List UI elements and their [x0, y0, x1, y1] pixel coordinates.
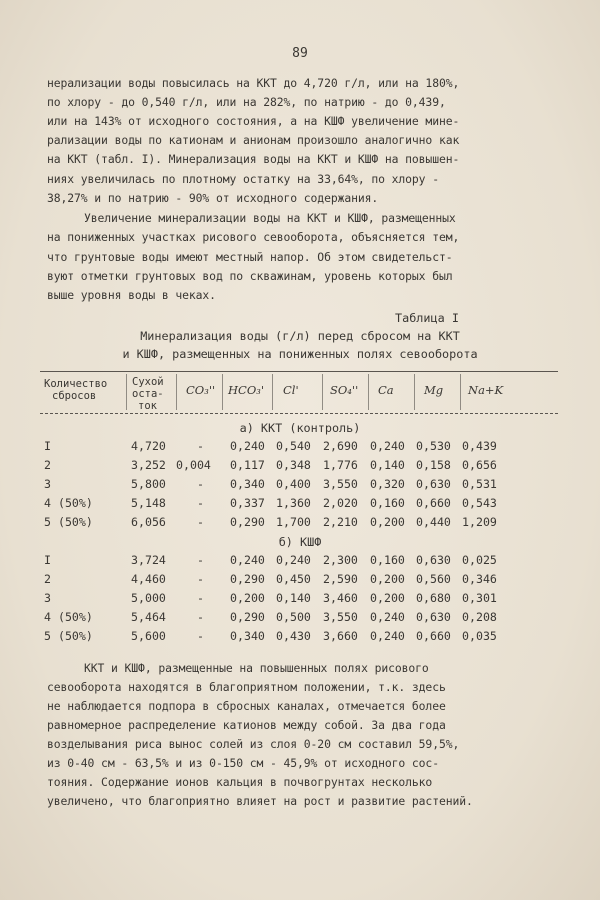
table-cell: 0,346 — [462, 572, 497, 586]
header-col1-line2: сбросов — [52, 390, 97, 402]
paragraph-line: что грунтовые воды имеют местный напор. Об этом свидетельст- — [47, 249, 453, 264]
table-cell: 0,400 — [276, 477, 311, 491]
header-hco3: HCO₃' — [228, 383, 265, 397]
table-cell: 3,252 — [131, 458, 166, 472]
header-ca: Ca — [378, 383, 394, 397]
table-cell: 0,680 — [416, 591, 451, 605]
paragraph-line: из 0-40 см - 63,5% и из 0-150 см - 45,9% от исходного сос- — [47, 756, 439, 770]
table-cell: - — [197, 496, 204, 510]
table-caption-line-1: Минерализация воды (г/л) перед сбросом на ККТ — [140, 329, 460, 343]
paragraph-line: вуют отметки грунтовых вод по скважинам, уровень которых был — [47, 268, 453, 283]
table-cell: 0,290 — [230, 610, 265, 624]
table-cell: 1,209 — [462, 515, 497, 529]
header-col2-line2: остa- — [132, 388, 164, 400]
table-cell: - — [197, 591, 204, 605]
table-row-label: 3 — [44, 591, 51, 605]
table-cell: 0,200 — [370, 515, 405, 529]
paragraph-line: возделывания риса вынос солей из слоя 0-20 см составил 59,5%, — [47, 737, 460, 751]
table-cell: 0,320 — [370, 477, 405, 491]
table-cell: 2,300 — [323, 553, 358, 567]
table-cell: - — [197, 572, 204, 586]
table-row-label: 2 — [44, 572, 51, 586]
paragraph-line: не наблюдается подпора в сбросных каналах, отмечается более — [47, 699, 446, 713]
paragraph-line: ККТ и КШФ, размещенные на повышенных полях рисового — [84, 661, 429, 675]
table-cell: 0,439 — [462, 439, 497, 453]
table-cell: 0,240 — [230, 439, 265, 453]
table-cell: 5,800 — [131, 477, 166, 491]
table-row-label: 3 — [44, 477, 51, 491]
table-cell: 6,056 — [131, 515, 166, 529]
table-top-rule — [40, 371, 558, 372]
table-cell: 0,630 — [416, 553, 451, 567]
paragraph-line: по хлору - до 0,540 г/л, или на 282%, по натрию - до 0,439, — [47, 95, 446, 110]
table-cell: 2,020 — [323, 496, 358, 510]
table-cell: 3,460 — [323, 591, 358, 605]
table-cell: 0,160 — [370, 553, 405, 567]
table-cell: 1,776 — [323, 458, 358, 472]
table-cell: 0,340 — [230, 477, 265, 491]
header-co3: CO₃'' — [186, 383, 216, 397]
table-cell: 0,660 — [416, 629, 451, 643]
header-so4: SO₄'' — [330, 383, 359, 397]
table-cell: 0,140 — [370, 458, 405, 472]
col-separator — [414, 374, 415, 410]
table-cell: 1,360 — [276, 496, 311, 510]
table-cell: 2,590 — [323, 572, 358, 586]
table-cell: 0,543 — [462, 496, 497, 510]
col-separator — [368, 374, 369, 410]
table-cell: 2,210 — [323, 515, 358, 529]
table-cell: 0,240 — [370, 629, 405, 643]
table-label: Таблица I — [395, 311, 459, 325]
table-cell: 0,630 — [416, 477, 451, 491]
table-cell: 0,630 — [416, 610, 451, 624]
table-cell: 0,240 — [230, 553, 265, 567]
table-cell: 0,660 — [416, 496, 451, 510]
table-cell: 0,208 — [462, 610, 497, 624]
header-col1-line1: Количество — [44, 378, 108, 390]
paragraph-line: нерализации воды повысилась на ККТ до 4,720 г/л, или на 180%, — [47, 76, 460, 90]
header-mg: Mg — [424, 383, 444, 397]
table-cell: 4,720 — [131, 439, 166, 453]
section-b-title: б) КШФ — [278, 535, 322, 549]
table-cell: 0,035 — [462, 629, 497, 643]
table-cell: 0,290 — [230, 515, 265, 529]
table-cell: - — [197, 553, 204, 567]
table-cell: 0,160 — [370, 496, 405, 510]
table-cell: - — [197, 439, 204, 453]
table-cell: 2,690 — [323, 439, 358, 453]
table-cell: 5,600 — [131, 629, 166, 643]
table-cell: 0,656 — [462, 458, 497, 472]
table-cell: 0,430 — [276, 629, 311, 643]
table-cell: 0,450 — [276, 572, 311, 586]
table-cell: 0,560 — [416, 572, 451, 586]
table-cell: 5,464 — [131, 610, 166, 624]
header-col2-line1: Сухой — [132, 376, 164, 388]
header-nak: Na+K — [468, 383, 504, 397]
table-cell: 0,117 — [230, 458, 265, 472]
header-col2-line3: ток — [138, 400, 157, 412]
table-cell: 0,240 — [276, 553, 311, 567]
table-row-label: 4 (50%) — [44, 610, 93, 624]
table-cell: 1,700 — [276, 515, 311, 529]
table-cell: 0,025 — [462, 553, 497, 567]
table-cell: 3,550 — [323, 477, 358, 491]
paragraph-line: севооборота находятся в благоприятном положении, т.к. здесь — [47, 680, 446, 694]
table-cell: - — [197, 610, 204, 624]
header-cl: Cl' — [283, 383, 299, 397]
table-cell: 3,550 — [323, 610, 358, 624]
table-row-label: I — [44, 439, 51, 453]
table-cell: 0,540 — [276, 439, 311, 453]
table-cell: 0,240 — [370, 439, 405, 453]
table-cell: 0,500 — [276, 610, 311, 624]
page-number: 89 — [292, 46, 308, 61]
table-cell: - — [197, 515, 204, 529]
table-cell: 0,337 — [230, 496, 265, 510]
table-row-label: 4 (50%) — [44, 496, 93, 510]
col-separator — [176, 374, 177, 410]
table-cell: - — [197, 629, 204, 643]
table-cell: 4,460 — [131, 572, 166, 586]
paragraph-line: ниях увеличилась по плотному остатку на 33,64%, по хлору - — [47, 171, 439, 186]
paragraph-line: Увеличение минерализации воды на ККТ и КШФ, размещенных — [84, 211, 456, 225]
table-cell: 0,301 — [462, 591, 497, 605]
table-cell: 3,724 — [131, 553, 166, 567]
table-cell: 5,000 — [131, 591, 166, 605]
paragraph-line: на пониженных участках рисового севооборота, объясняется тем, — [47, 230, 460, 245]
table-row-label: 5 (50%) — [44, 629, 93, 643]
paragraph-line: на ККТ (табл. I). Минерализация воды на ККТ и КШФ на повышен- — [47, 152, 460, 167]
table-cell: - — [197, 477, 204, 491]
table-row-label: I — [44, 553, 51, 567]
paragraph-line: 38,27% и по натрию - 90% от исходного содержания. — [47, 190, 379, 205]
table-cell: 0,531 — [462, 477, 497, 491]
table-cell: 0,200 — [230, 591, 265, 605]
paragraph-line: или на 143% от исходного состояния, а на КШФ увеличение мине- — [47, 114, 460, 129]
table-cell: 0,530 — [416, 439, 451, 453]
table-cell: 0,290 — [230, 572, 265, 586]
col-separator — [460, 374, 461, 410]
col-separator — [222, 374, 223, 410]
paragraph-line: равномерное распределение катионов между собой. За два года — [47, 718, 446, 732]
table-cell: 0,200 — [370, 572, 405, 586]
table-cell: 0,240 — [370, 610, 405, 624]
table-header — [0, 376, 600, 416]
table-cell: 0,158 — [416, 458, 451, 472]
table-cell: 0,348 — [276, 458, 311, 472]
col-separator — [272, 374, 273, 410]
table-cell: 0,200 — [370, 591, 405, 605]
table-cell: 0,440 — [416, 515, 451, 529]
table-caption-line-2: и КШФ, размещенных на пониженных полях севооборота — [122, 347, 478, 361]
table-row-label: 5 (50%) — [44, 515, 93, 529]
table-cell: 3,660 — [323, 629, 358, 643]
table-cell: 0,140 — [276, 591, 311, 605]
table-cell: 5,148 — [131, 496, 166, 510]
table-cell: 0,004 — [176, 458, 211, 472]
col-separator — [126, 374, 127, 410]
section-a-title: а) ККТ (контроль) — [239, 421, 361, 435]
col-separator — [322, 374, 323, 410]
paragraph-line: тояния. Содержание ионов кальция в почвогрунтах несколько — [47, 775, 433, 789]
paragraph-line: выше уровня воды в чеках. — [47, 288, 216, 303]
table-header-rule — [40, 413, 558, 414]
table-cell: 0,340 — [230, 629, 265, 643]
table-row-label: 2 — [44, 458, 51, 472]
paragraph-line: увеличено, что благоприятно влияет на рост и развитие растений. — [47, 794, 473, 808]
paragraph-line: рализации воды по катионам и анионам произошло аналогично как — [47, 133, 460, 148]
